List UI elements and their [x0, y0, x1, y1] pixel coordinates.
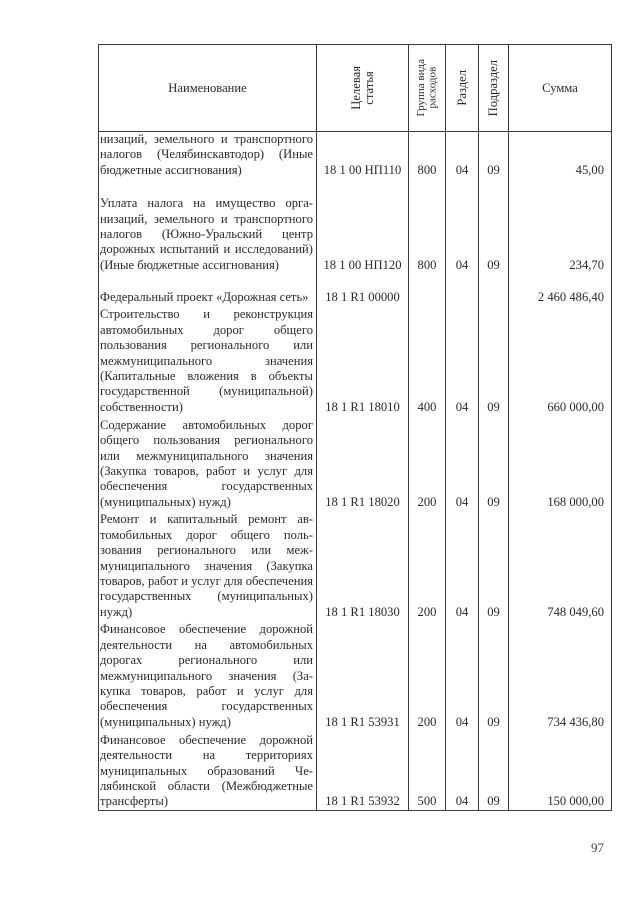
row-sum: 168 000,00 [509, 415, 612, 510]
row-group [409, 273, 446, 305]
header-name: Наименование [99, 45, 317, 132]
row-name: Содержание автомобильных дорог общего пользования регионального или межмуниципального значения (Закупка товаров, работ и услуг для обеспечения государственных (муниципальных) нужд) [99, 415, 317, 510]
row-sum: 2 460 486,40 [509, 273, 612, 305]
row-code: 18 1 00 НП120 [317, 178, 409, 273]
header-expense-group: Группа вида расходов [409, 45, 446, 132]
row-sum: 734 436,80 [509, 620, 612, 730]
row-code: 18 1 00 НП110 [317, 132, 409, 179]
row-code: 18 1 R1 00000 [317, 273, 409, 305]
row-name: Финансовое обеспечение дорожной деятельности на автомобильных дорогах регионального или межмуниципального значения (Закупка товаров, работ и услуг для обеспечения государственных (муниципальных) нужд) [99, 620, 317, 730]
row-sum: 234,70 [509, 178, 612, 273]
row-group: 500 [409, 730, 446, 810]
table-row [99, 178, 612, 273]
row-section: 04 [446, 510, 479, 620]
row-code: 18 1 R1 18030 [317, 510, 409, 620]
row-code: 18 1 R1 18010 [317, 305, 409, 415]
header-section: Раздел [446, 45, 479, 132]
table-row [99, 620, 612, 730]
row-section: 04 [446, 415, 479, 510]
row-group: 800 [409, 132, 446, 179]
row-subsection [479, 273, 509, 305]
row-name: Уплата налога на имущество организаций, земельного и транспортного налогов (Южно-Уральский центр дорожных испытаний и исследований) (Иные бюджетные ассигнования) [99, 178, 317, 273]
row-subsection: 09 [479, 415, 509, 510]
row-name: Ремонт и капитальный ремонт автомобильных дорог общего пользования регионального или межмуниципального значения (Закупка товаров, работ и услуг для обеспечения государственных (муниципальных) нужд) [99, 510, 317, 620]
budget-table [98, 44, 612, 811]
table-row [99, 132, 612, 179]
row-name: низаций, земельного и транспортного налогов (Челябинскавтодор) (Иные бюджетные ассигнования) [99, 132, 317, 179]
row-sum: 150 000,00 [509, 730, 612, 810]
table-row [99, 730, 612, 810]
row-section: 04 [446, 132, 479, 179]
header-subsection: Подраздел [479, 45, 509, 132]
header-sum: Сумма [509, 45, 612, 132]
row-code: 18 1 R1 53931 [317, 620, 409, 730]
row-name: Финансовое обеспечение дорожной деятельности на территориях муниципальных образований Челябинской области (Межбюджетные трансферты) [99, 730, 317, 810]
row-code: 18 1 R1 18020 [317, 415, 409, 510]
table-row [99, 415, 612, 510]
row-group: 200 [409, 620, 446, 730]
row-name: Федеральный проект «Дорожная сеть» [99, 273, 317, 305]
row-section: 04 [446, 730, 479, 810]
table-header-row [99, 45, 612, 132]
row-subsection: 09 [479, 510, 509, 620]
row-group: 200 [409, 415, 446, 510]
row-sum: 660 000,00 [509, 305, 612, 415]
table-row [99, 305, 612, 415]
row-section: 04 [446, 620, 479, 730]
row-subsection: 09 [479, 305, 509, 415]
row-section: 04 [446, 178, 479, 273]
row-group: 800 [409, 178, 446, 273]
row-subsection: 09 [479, 730, 509, 810]
row-subsection: 09 [479, 132, 509, 179]
row-sum: 45,00 [509, 132, 612, 179]
row-section: 04 [446, 305, 479, 415]
row-sum: 748 049,60 [509, 510, 612, 620]
row-section [446, 273, 479, 305]
table-row [99, 510, 612, 620]
row-subsection: 09 [479, 178, 509, 273]
row-code: 18 1 R1 53932 [317, 730, 409, 810]
row-subsection: 09 [479, 620, 509, 730]
header-target-article: Целевая статья [317, 45, 409, 132]
page-number: 97 [591, 840, 604, 855]
row-group: 400 [409, 305, 446, 415]
row-name: Строительство и реконструкция автомобильных дорог общего пользования регионального или межмуниципального значения (Капитальные вложения в объекты государственной (муниципальной) собственности) [99, 305, 317, 415]
row-group: 200 [409, 510, 446, 620]
table-row [99, 273, 612, 305]
